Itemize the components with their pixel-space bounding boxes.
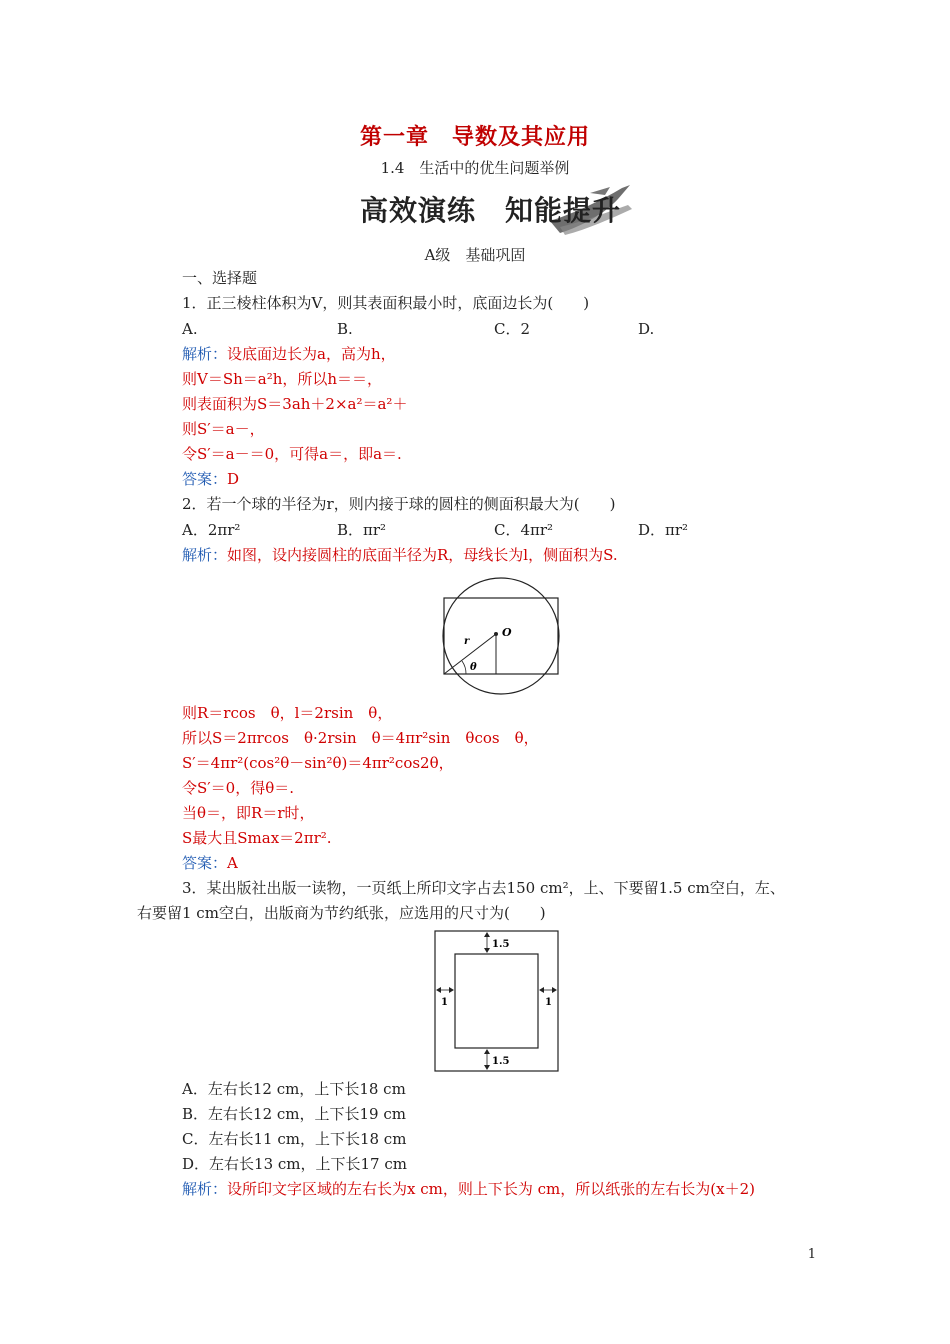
q2-analysis-line: 则R＝rcos θ，l＝2rsin θ， — [182, 704, 393, 722]
q2-analysis-label: 解析： — [182, 546, 228, 564]
q1-option-c: C．2 — [494, 320, 531, 338]
q1-analysis-line: 则S′＝a－， — [182, 420, 265, 438]
q1-analysis-line — [182, 344, 396, 364]
angle-label: θ — [470, 662, 477, 673]
q1-analysis-text: 设底面边长为a，高为h， — [227, 345, 396, 363]
section-heading: 一、选择题 — [182, 269, 258, 287]
q2-option-c: C．4πr² — [494, 521, 554, 539]
bottom-margin-label: 1.5 — [492, 1056, 510, 1067]
q2-answer-value: A — [227, 854, 238, 872]
radius-label: r — [464, 636, 470, 647]
q3-analysis — [182, 1179, 755, 1199]
level-heading: A级 基础巩固 — [424, 246, 526, 264]
q3-stem-line2: 右要留1 cm空白，出版商为节约纸张，应选用的尺寸为( ) — [137, 904, 546, 922]
q2-answer-label: 答案： — [182, 854, 228, 872]
q2-analysis-line: S最大且Smax＝2πr². — [182, 829, 332, 847]
q2-option-a: A．2πr² — [182, 521, 241, 539]
q2-analysis-line: 令S′＝0，得θ＝. — [182, 779, 295, 797]
q2-analysis-text: 如图，设内接圆柱的底面半径为R，母线长为l，侧面积为S. — [227, 546, 618, 564]
page-number: 1 — [807, 1247, 816, 1262]
q3-option-b: B．左右长12 cm，上下长19 cm — [182, 1105, 406, 1123]
q2-analysis-intro — [182, 545, 618, 565]
q2-analysis-line: 所以S＝2πrcos θ·2rsin θ＝4πr²sin θcos θ， — [182, 729, 539, 747]
q1-answer-value: D — [227, 470, 240, 488]
right-margin-label: 1 — [545, 997, 552, 1008]
q1-option-a: A. — [182, 320, 198, 338]
q1-analysis-line: 则表面积为S＝3ah＋2×a²＝a²＋ — [182, 395, 408, 413]
q3-option-a: A．左右长12 cm，上下长18 cm — [182, 1080, 406, 1098]
q1-answer-label: 答案： — [182, 470, 228, 488]
q1-stem: 1．正三棱柱体积为V，则其表面积最小时，底面边长为( ) — [182, 294, 590, 312]
q1-answer — [182, 469, 239, 489]
q1-option-d: D. — [638, 320, 655, 338]
q2-answer — [182, 853, 238, 873]
q1-analysis-label: 解析： — [182, 345, 228, 363]
sphere-cylinder-figure — [436, 576, 566, 696]
q3-option-c: C．左右长11 cm，上下长18 cm — [182, 1130, 407, 1148]
section-title: 1.4 生活中的优生问题举例 — [380, 159, 570, 177]
q1-analysis-line: 则V＝Sh＝a²h，所以h＝＝， — [182, 370, 383, 388]
banner — [360, 183, 635, 238]
top-margin-label: 1.5 — [492, 939, 510, 950]
q3-stem-line1: 3．某出版社出版一读物，一页纸上所印文字占去150 cm²，上、下要留1.5 cm空白，左、 — [182, 879, 785, 897]
q2-option-b: B．πr² — [337, 521, 387, 539]
q2-stem: 2．若一个球的半径为r，则内接于球的圆柱的侧面积最大为( ) — [182, 495, 616, 513]
q1-option-b: B. — [337, 320, 353, 338]
q2-analysis-line: S′＝4πr²(cos²θ－sin²θ)＝4πr²cos2θ， — [182, 754, 454, 772]
q3-option-d: D．左右长13 cm，上下长17 cm — [182, 1155, 407, 1173]
page-margin-figure — [434, 930, 559, 1072]
q2-analysis-line: 当θ＝，即R＝r时， — [182, 804, 315, 822]
q3-analysis-text: 设所印文字区域的左右长为x cm，则上下长为 cm，所以纸张的左右长为(x＋2) — [227, 1180, 755, 1198]
chapter-title: 第一章 导数及其应用 — [359, 124, 590, 150]
banner-text: 高效演练 知能提升 — [360, 194, 622, 227]
q2-option-d: D．πr² — [638, 521, 689, 539]
q3-analysis-label: 解析： — [182, 1180, 228, 1198]
left-margin-label: 1 — [441, 997, 448, 1008]
center-label: O — [502, 626, 512, 639]
q1-analysis-line: 令S′＝a－＝0，可得a＝，即a＝. — [182, 445, 402, 463]
